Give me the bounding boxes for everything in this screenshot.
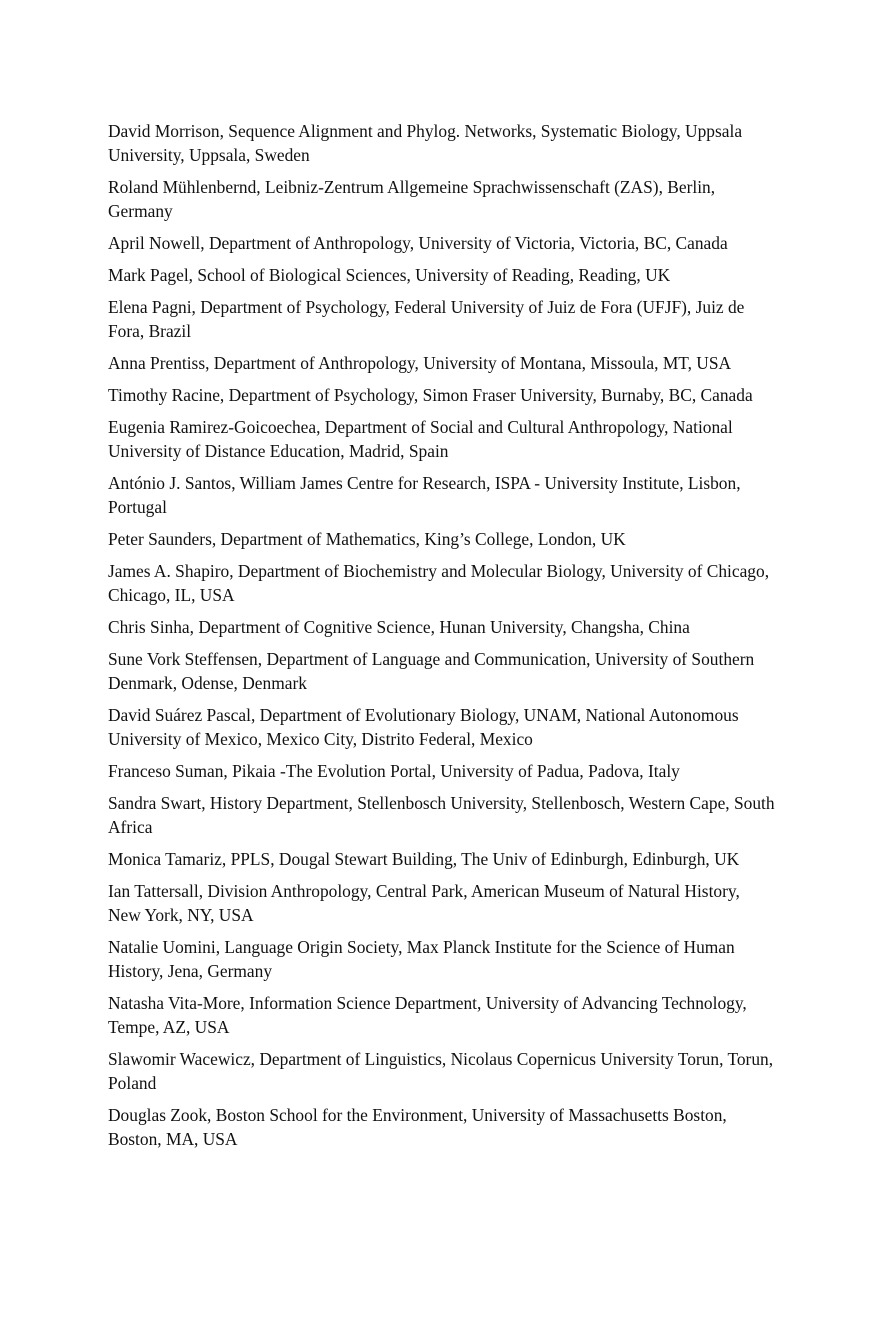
contributor-entry: Ian Tattersall, Division Anthropology, Central Park, American Museum of Natural History, New York, NY, USA xyxy=(108,881,740,925)
contributor-entry: Franceso Suman, Pikaia -The Evolution Portal, University of Padua, Padova, Italy xyxy=(108,761,680,781)
contributor-entry: António J. Santos, William James Centre for Research, ISPA - University Institute, Lisbon, Portugal xyxy=(108,473,741,517)
contributor-entry: David Suárez Pascal, Department of Evolutionary Biology, UNAM, National Autonomous University of Mexico, Mexico City, Distrito Federal, Mexico xyxy=(108,705,739,749)
contributor-entry: Roland Mühlenbernd, Leibniz-Zentrum Allgemeine Sprachwissenschaft (ZAS), Berlin, Germany xyxy=(108,177,716,221)
contributor-entry: Mark Pagel, School of Biological Sciences, University of Reading, Reading, UK xyxy=(108,265,671,285)
contributor-entry: Monica Tamariz, PPLS, Dougal Stewart Building, The Univ of Edinburgh, Edinburgh, UK xyxy=(108,849,740,869)
contributor-entry: Natalie Uomini, Language Origin Society, Max Planck Institute for the Science of Human History, Jena, Germany xyxy=(108,937,735,981)
contributor-entry: Natasha Vita-More, Information Science Department, University of Advancing Technology, Tempe, AZ, USA xyxy=(108,993,747,1037)
contributor-entry: Sune Vork Steffensen, Department of Language and Communication, University of Southern Denmark, Odense, Denmark xyxy=(108,649,755,693)
contributor-entry: Chris Sinha, Department of Cognitive Science, Hunan University, Changsha, China xyxy=(108,617,690,637)
contributor-entry: Douglas Zook, Boston School for the Environment, University of Massachusetts Boston, Boston, MA, USA xyxy=(108,1105,727,1149)
contributor-entry: James A. Shapiro, Department of Biochemistry and Molecular Biology, University of Chicago, Chicago, IL, USA xyxy=(108,561,770,605)
contributor-entry: Eugenia Ramirez-Goicoechea, Department of Social and Cultural Anthropology, National University of Distance Education, Madrid, Spain xyxy=(108,417,733,461)
contributor-entry: Peter Saunders, Department of Mathematics, King’s College, London, UK xyxy=(108,529,626,549)
contributor-entry: Timothy Racine, Department of Psychology, Simon Fraser University, Burnaby, BC, Canada xyxy=(108,385,753,405)
contributor-entry: Slawomir Wacewicz, Department of Linguistics, Nicolaus Copernicus University Torun, Torun, Poland xyxy=(108,1049,774,1093)
contributor-entry: Elena Pagni, Department of Psychology, Federal University of Juiz de Fora (UFJF), Juiz de Fora, Brazil xyxy=(108,297,745,341)
contributor-entry: Anna Prentiss, Department of Anthropology, University of Montana, Missoula, MT, USA xyxy=(108,353,732,373)
contributor-entry: April Nowell, Department of Anthropology, University of Victoria, Victoria, BC, Canada xyxy=(108,233,728,253)
contributor-list xyxy=(108,119,776,1159)
contributor-entry: David Morrison, Sequence Alignment and Phylog. Networks, Systematic Biology, Uppsala University, Uppsala, Sweden xyxy=(108,121,743,165)
contributor-entry: Sandra Swart, History Department, Stellenbosch University, Stellenbosch, Western Cape, South Africa xyxy=(108,793,775,837)
